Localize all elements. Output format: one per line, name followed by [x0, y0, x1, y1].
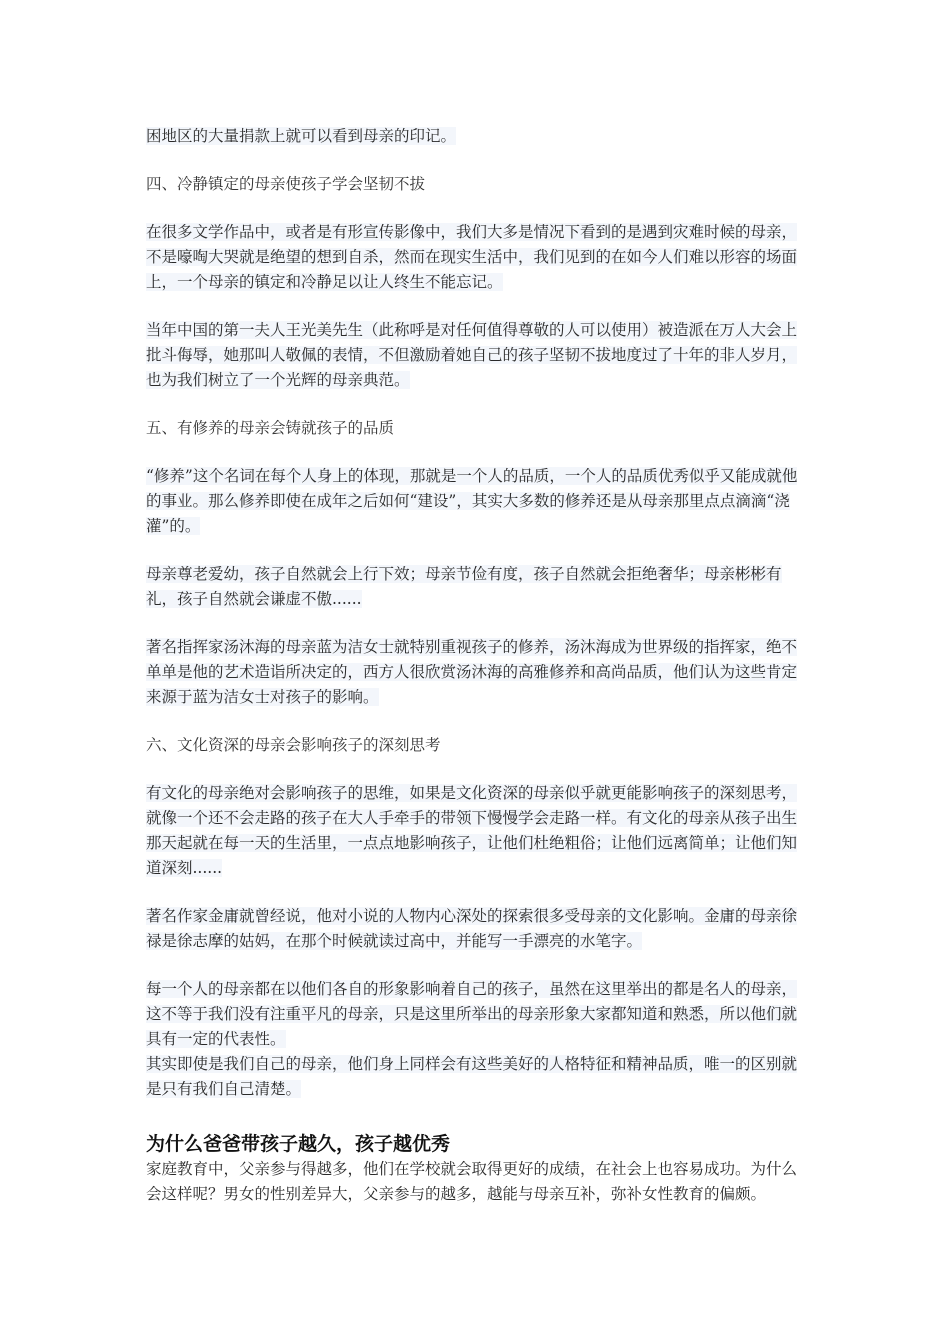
paragraph-text: 在很多文学作品中，或者是有形宣传影像中，我们大多是情况下看到的是遇到灾难时候的母亲，不是嚎啕大哭就是绝望的想到自杀，然而在现实生活中，我们见到的在如今人们难以形容的场面上，一个母亲的镇定和冷静足以让人终生不能忘记。: [146, 223, 798, 291]
paragraph-p2: [146, 318, 811, 393]
section-heading-text: 五、有修养的母亲会铸就孩子的品质: [146, 419, 395, 437]
section-heading-text: 六、文化资深的母亲会影响孩子的深刻思考: [146, 736, 441, 754]
section-heading-4: [146, 172, 811, 197]
section-heading-5: [146, 416, 811, 441]
paragraph-p7: [146, 904, 811, 954]
article-title: 为什么爸爸带孩子越久，孩子越优秀: [146, 1133, 451, 1155]
paragraph-p1: [146, 220, 811, 295]
paragraph-p4: [146, 562, 811, 612]
paragraph-p3: [146, 464, 811, 539]
paragraph-p9: [146, 1052, 811, 1102]
article-body: 家庭教育中，父亲参与得越多，他们在学校就会取得更好的成绩，在社会上也容易成功。为什么会这样呢？男女的性别差异大，父亲参与的越多，越能与母亲互补，弥补女性教育的偏颇。: [146, 1160, 798, 1203]
paragraph-text: 有文化的母亲绝对会影响孩子的思维，如果是文化资深的母亲似乎就更能影响孩子的深刻思考，就像一个还不会走路的孩子在大人手牵手的带领下慢慢学会走路一样。有文化的母亲从孩子出生那天起就在每一天的生活里，一点点地影响孩子，让他们杜绝粗俗；让他们远离简单；让他们知道深刻......: [146, 784, 798, 877]
paragraph-text: 著名作家金庸就曾经说，他对小说的人物内心深处的探索很多受母亲的文化影响。金庸的母亲徐禄是徐志摩的姑妈，在那个时候就读过高中，并能写一手漂亮的水笔字。: [146, 907, 798, 950]
paragraph-p5: [146, 635, 811, 710]
section-heading-6: [146, 733, 811, 758]
section-heading-text: 四、冷静镇定的母亲使孩子学会坚韧不拔: [146, 175, 426, 193]
paragraph-text: 其实即使是我们自己的母亲，他们身上同样会有这些美好的人格特征和精神品质，唯一的区别就是只有我们自己清楚。: [146, 1055, 798, 1098]
document-content: [146, 124, 811, 1207]
paragraph-text: 每一个人的母亲都在以他们各自的形象影响着自己的孩子，虽然在这里举出的都是名人的母亲，这不等于我们没有注重平凡的母亲，只是这里所举出的母亲形象大家都知道和熟悉，所以他们就具有一定的代表性。: [146, 980, 798, 1048]
paragraph-text: 当年中国的第一夫人王光美先生（此称呼是对任何值得尊敬的人可以使用）被造派在万人大会上批斗侮辱，她那叫人敬佩的表情，不但激励着她自己的孩子坚韧不拔地度过了十年的非人岁月，也为我们树立了一个光辉的母亲典范。: [146, 321, 798, 389]
paragraph-text: “修养”这个名词在每个人身上的体现，那就是一个人的品质，一个人的品质优秀似乎又能成就他的事业。那么修养即使在成年之后如何“建设”，其实大多数的修养还是从母亲那里点点滴滴“浇灌”的。: [146, 467, 798, 535]
paragraph-p6: [146, 781, 811, 881]
paragraph-text: 著名指挥家汤沐海的母亲蓝为洁女士就特别重视孩子的修养，汤沐海成为世界级的指挥家，绝不单单是他的艺术造诣所决定的，西方人很欣赏汤沐海的高雅修养和高尚品质，他们认为这些肯定来源于蓝为洁女士对孩子的影响。: [146, 638, 798, 706]
paragraph-text: 母亲尊老爱幼，孩子自然就会上行下效；母亲节俭有度，孩子自然就会拒绝奢华；母亲彬彬有礼，孩子自然就会谦虚不傲......: [146, 565, 782, 608]
paragraph-p8: [146, 977, 811, 1052]
paragraph-p0: [146, 124, 811, 149]
paragraph-text: 困地区的大量捐款上就可以看到母亲的印记。: [146, 127, 457, 145]
